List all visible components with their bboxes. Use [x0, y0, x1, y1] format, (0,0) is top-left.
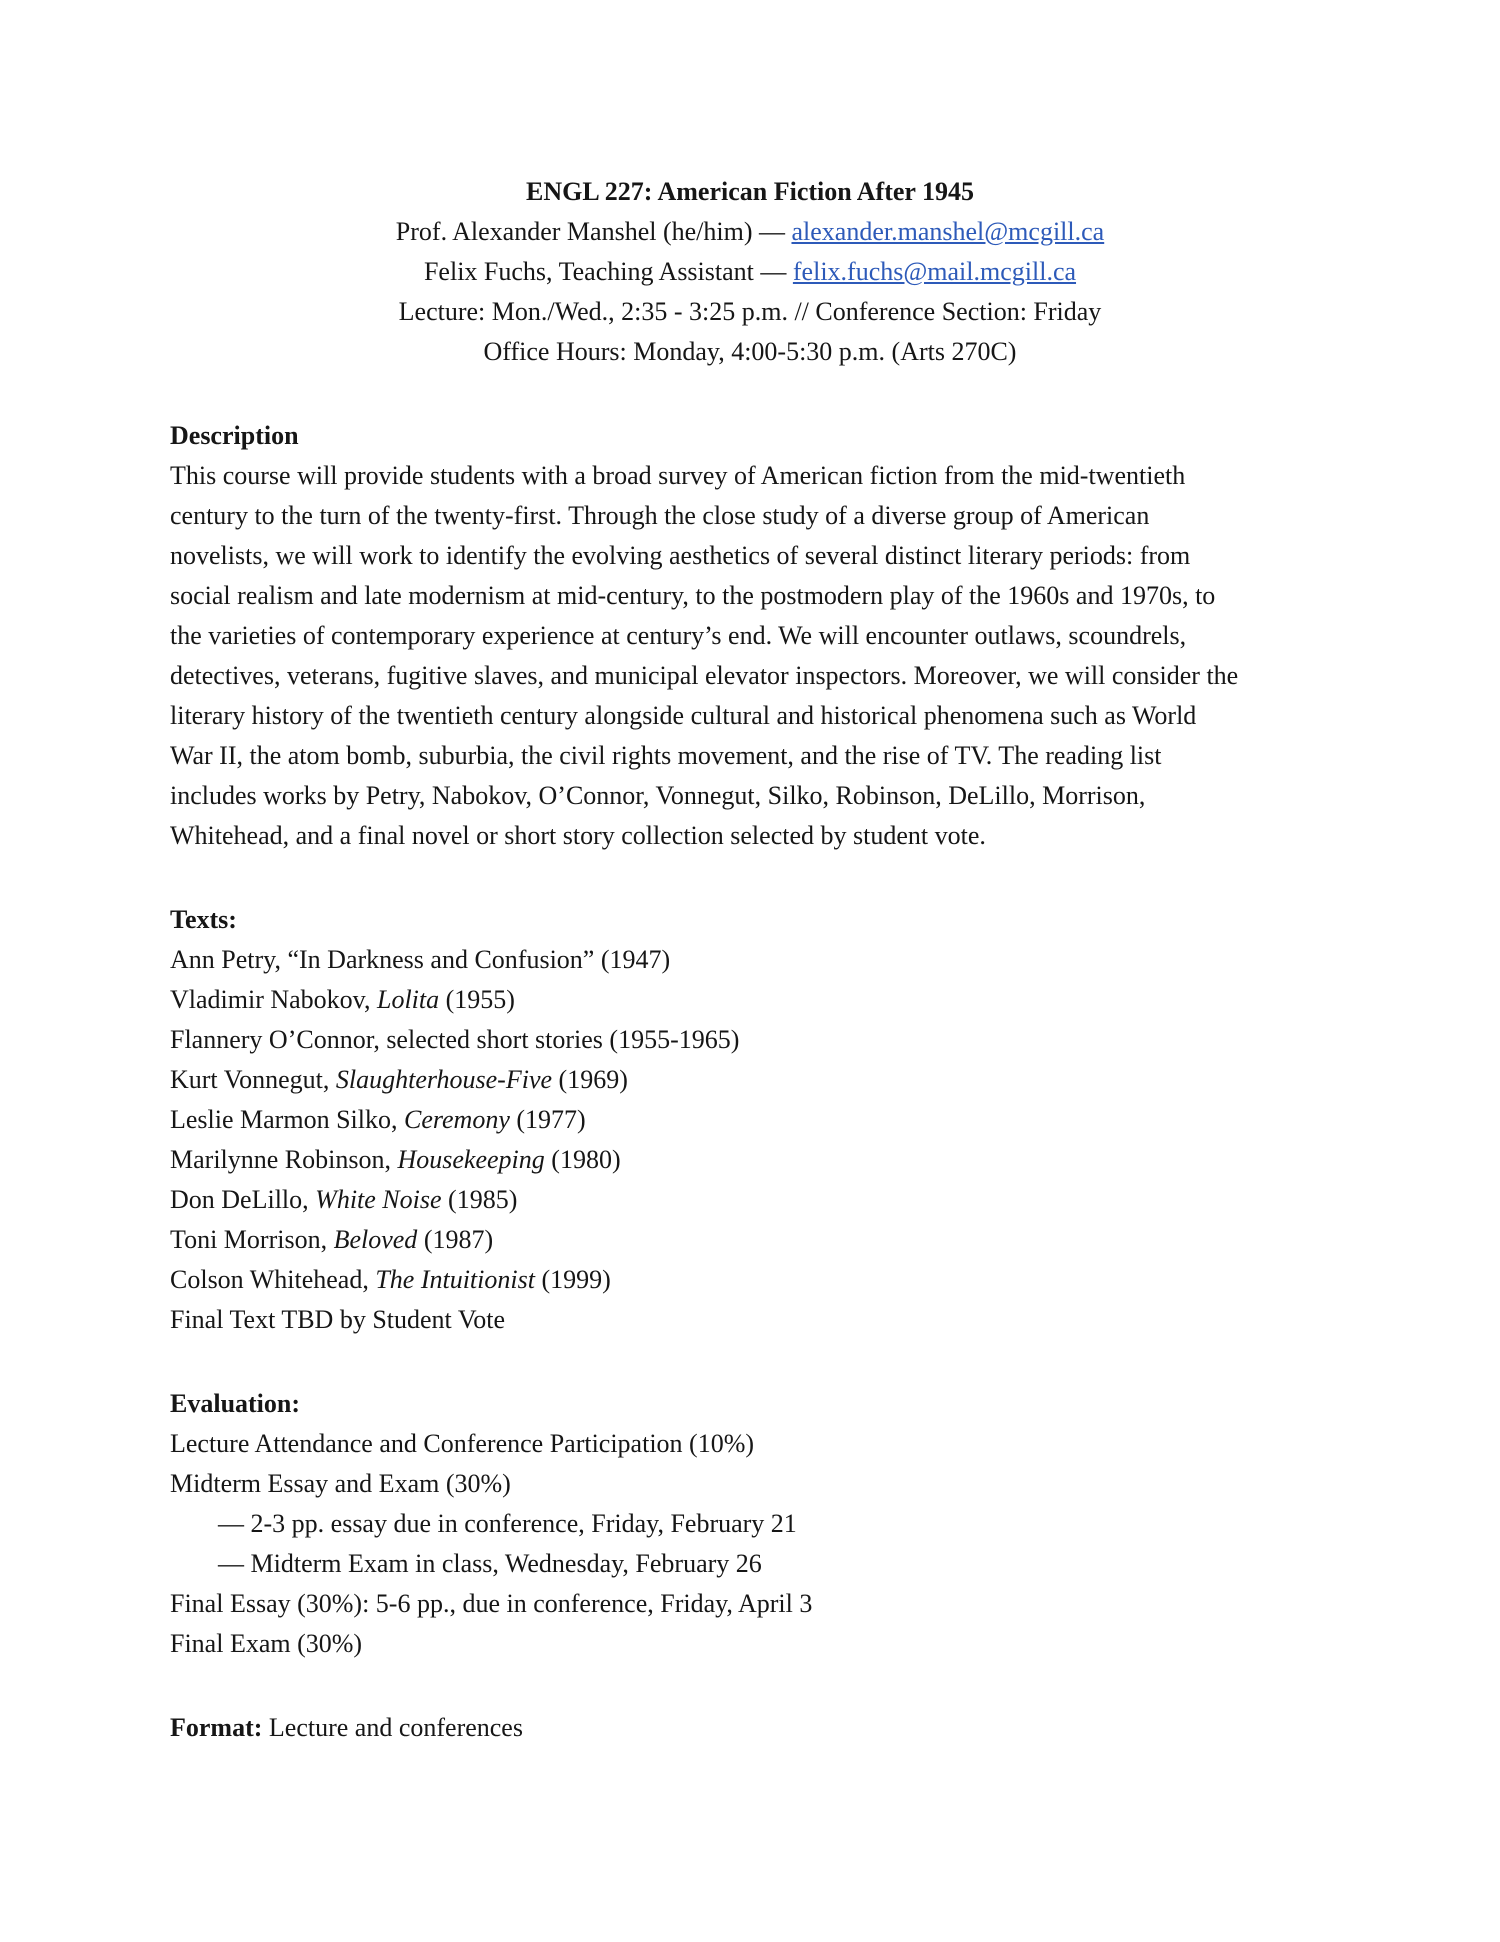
- description-line: the varieties of contemporary experience at century’s end. We will encounter outlaws, scoundrels,: [170, 621, 1187, 650]
- reading-list: [170, 940, 1330, 1340]
- description-paragraph: [170, 456, 1330, 856]
- description-line: includes works by Petry, Nabokov, O’Connor, Vonnegut, Silko, Robinson, DeLillo, Morrison,: [170, 781, 1146, 810]
- reading-list-item: Ann Petry, “In Darkness and Confusion” (1947): [170, 945, 671, 974]
- instructor-email-link[interactable]: alexander.manshel@mcgill.ca: [791, 217, 1105, 246]
- evaluation-list: [170, 1424, 1330, 1664]
- evaluation-subitem: — Midterm Exam in class, Wednesday, February 26: [218, 1549, 762, 1578]
- format-label: Format:: [170, 1713, 263, 1742]
- instructor-name: Prof. Alexander Manshel (he/him) —: [395, 217, 792, 246]
- texts-heading: Texts:: [170, 905, 237, 934]
- description-line: War II, the atom bomb, suburbia, the civil rights movement, and the rise of TV. The reading list: [170, 741, 1162, 770]
- reading-list-item: Marilynne Robinson, Housekeeping (1980): [170, 1145, 621, 1174]
- instructor-line: [170, 212, 1330, 252]
- evaluation-subitem: — 2-3 pp. essay due in conference, Friday, February 21: [218, 1509, 797, 1538]
- description-line: social realism and late modernism at mid-century, to the postmodern play of the 1960s and 1970s, to: [170, 581, 1216, 610]
- course-header: [170, 172, 1330, 372]
- reading-list-item: Vladimir Nabokov, Lolita (1955): [170, 985, 515, 1014]
- description-line: century to the turn of the twenty-first. Through the close study of a diverse group of American: [170, 501, 1150, 530]
- course-title: ENGL 227: American Fiction After 1945: [526, 177, 974, 206]
- evaluation-item: Midterm Essay and Exam (30%): [170, 1469, 511, 1498]
- reading-list-item: Leslie Marmon Silko, Ceremony (1977): [170, 1105, 586, 1134]
- format-section: [170, 1708, 1330, 1748]
- ta-email-link[interactable]: felix.fuchs@mail.mcgill.ca: [792, 257, 1077, 286]
- description-line: This course will provide students with a broad survey of American fiction from the mid-twentieth: [170, 461, 1186, 490]
- reading-list-item: Final Text TBD by Student Vote: [170, 1305, 506, 1334]
- description-line: detectives, veterans, fugitive slaves, and municipal elevator inspectors. Moreover, we will consider the: [170, 661, 1239, 690]
- format-line: [170, 1708, 1330, 1748]
- description-line: literary history of the twentieth century alongside cultural and historical phenomena such as World: [170, 701, 1197, 730]
- evaluation-item: Final Essay (30%): 5-6 pp., due in conference, Friday, April 3: [170, 1589, 813, 1618]
- format-text: Lecture and conferences: [262, 1713, 523, 1742]
- description-line: novelists, we will work to identify the evolving aesthetics of several distinct literary periods: from: [170, 541, 1191, 570]
- ta-line: [170, 252, 1330, 292]
- description-heading: Description: [170, 421, 299, 450]
- evaluation-section: [170, 1384, 1330, 1664]
- evaluation-item: Lecture Attendance and Conference Participation (10%): [170, 1429, 755, 1458]
- reading-list-item: Toni Morrison, Beloved (1987): [170, 1225, 494, 1254]
- description-section: [170, 416, 1330, 856]
- reading-list-item: Flannery O’Connor, selected short stories (1955-1965): [170, 1025, 740, 1054]
- reading-list-item: Don DeLillo, White Noise (1985): [170, 1185, 518, 1214]
- description-line: Whitehead, and a final novel or short story collection selected by student vote.: [170, 821, 986, 850]
- lecture-schedule-line: Lecture: Mon./Wed., 2:35 - 3:25 p.m. // Conference Section: Friday: [398, 297, 1102, 326]
- office-hours-line: Office Hours: Monday, 4:00-5:30 p.m. (Arts 270C): [483, 337, 1017, 366]
- reading-list-item: Colson Whitehead, The Intuitionist (1999): [170, 1265, 611, 1294]
- evaluation-heading: Evaluation:: [170, 1389, 301, 1418]
- ta-name: Felix Fuchs, Teaching Assistant —: [423, 257, 793, 286]
- reading-list-item: Kurt Vonnegut, Slaughterhouse-Five (1969): [170, 1065, 628, 1094]
- texts-section: [170, 900, 1330, 1340]
- evaluation-item: Final Exam (30%): [170, 1629, 363, 1658]
